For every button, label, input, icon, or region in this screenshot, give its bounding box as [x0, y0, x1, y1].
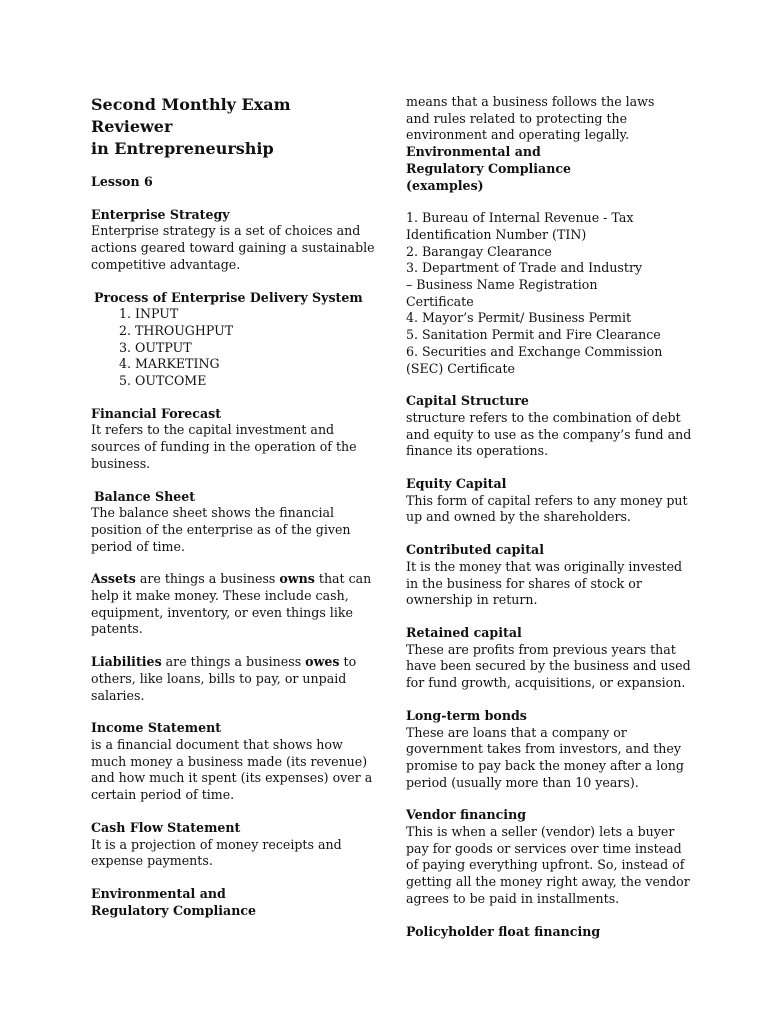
list-item: 4. Mayor’s Permit/ Business Permit: [406, 310, 632, 326]
enterprise-strategy-heading: Enterprise Strategy: [91, 206, 230, 222]
balance-sheet-section: [91, 489, 375, 556]
liabilities-paragraph: [91, 654, 375, 704]
env-examples-list: [406, 210, 696, 377]
long-term-bonds-section: [406, 708, 696, 792]
env-compliance-heading: Environmental and Regulatory Compliance: [91, 885, 257, 918]
financial-forecast-heading: Financial Forecast: [91, 405, 222, 421]
contributed-capital-heading: Contributed capital: [406, 542, 544, 558]
capital-structure-heading: Capital Structure: [406, 393, 529, 409]
equity-capital-section: [406, 476, 696, 526]
income-statement-text: is a financial document that shows how much money a business made (its revenue) and how much it spent (its expenses) over a certain period of time.: [91, 736, 373, 803]
assets-term: Assets: [91, 571, 136, 587]
assets-key: owns: [279, 571, 315, 587]
policyholder-float-section: [406, 924, 696, 941]
list-item: 2. Barangay Clearance: [406, 243, 552, 259]
capital-structure-section: [406, 393, 696, 460]
cash-flow-section: [91, 820, 375, 870]
cash-flow-text: It is a projection of money receipts and expense payments.: [91, 836, 342, 869]
list-item: 3. Department of Trade and Industry – Business Name Registration Certificate: [406, 260, 643, 309]
document-title: [91, 94, 375, 160]
retained-capital-heading: Retained capital: [406, 624, 522, 640]
vendor-financing-section: [406, 807, 696, 907]
assets-rest: that can help it make money. These include cash, equipment, inventory, or even things like patents.: [91, 571, 372, 637]
list-item: 5. OUTCOME: [135, 373, 375, 390]
title-line-1: Second Monthly Exam Reviewer: [91, 95, 291, 136]
delivery-system-list: [91, 306, 375, 390]
list-item: 3. OUTPUT: [135, 340, 375, 357]
env-compliance-section: [91, 886, 375, 919]
retained-capital-section: [406, 625, 696, 692]
list-item: 6. Securities and Exchange Commission (SEC) Certificate: [406, 343, 663, 376]
right-column: [406, 94, 696, 956]
liabilities-rest: to others, like loans, bills to pay, or unpaid salaries.: [91, 654, 357, 703]
financial-forecast-text: It refers to the capital investment and sources of funding in the operation of the business.: [91, 422, 357, 471]
delivery-system-section: [91, 290, 375, 390]
retained-capital-text: These are profits from previous years that have been secured by the business and used for fund growth, acquisitions, or expansion.: [406, 641, 691, 691]
long-term-bonds-heading: Long-term bonds: [406, 707, 527, 723]
list-item: 5. Sanitation Permit and Fire Clearance: [406, 327, 661, 343]
long-term-bonds-text: These are loans that a company or government takes from investors, and they promise to pay back the money after a long period (usually more than 10 years).: [406, 724, 684, 790]
list-item: 4. MARKETING: [135, 356, 375, 373]
delivery-system-heading: Process of Enterprise Delivery System: [94, 289, 363, 305]
assets-paragraph: [91, 571, 375, 638]
env-compliance-continued: [406, 94, 696, 194]
cash-flow-heading: Cash Flow Statement: [91, 819, 241, 835]
income-statement-heading: Income Statement: [91, 720, 222, 736]
assets-mid: are things a business: [135, 571, 280, 587]
list-item: 2. THROUGHPUT: [135, 323, 375, 340]
capital-structure-text: structure refers to the combination of debt and equity to use as the company’s fund and finance its operations.: [406, 409, 692, 459]
financial-forecast-section: [91, 406, 375, 473]
env-compliance-text: means that a business follows the laws and rules related to protecting the environment and operating legally.: [406, 94, 655, 143]
contributed-capital-text: It is the money that was originally invested in the business for shares of stock or ownership in return.: [406, 558, 683, 608]
contributed-capital-section: [406, 542, 696, 609]
list-item: 1. Bureau of Internal Revenue - Tax Identification Number (TIN): [406, 210, 634, 242]
vendor-financing-heading: Vendor financing: [406, 807, 527, 823]
lesson-label: Lesson 6: [91, 174, 153, 189]
left-column: [91, 94, 375, 935]
equity-capital-text: This form of capital refers to any money put up and owned by the shareholders.: [406, 492, 688, 525]
liabilities-key: owes: [305, 654, 340, 670]
income-statement-section: [91, 720, 375, 804]
enterprise-strategy-text: Enterprise strategy is a set of choices and actions geared toward gaining a sustainable competitive advantage.: [91, 223, 375, 272]
list-item: 1. INPUT: [135, 306, 375, 323]
policyholder-float-heading: Policyholder float financing: [406, 923, 601, 939]
liabilities-mid: are things a business: [161, 654, 306, 670]
liabilities-term: Liabilities: [91, 654, 162, 670]
vendor-financing-text: This is when a seller (vendor) lets a buyer pay for goods or services over time instead of paying everything upfront. So, instead of getting all the money right away, the vendor agrees to be paid in installments.: [406, 824, 690, 906]
equity-capital-heading: Equity Capital: [406, 476, 507, 492]
balance-sheet-text: The balance sheet shows the financial position of the enterprise as of the given period of time.: [91, 505, 351, 554]
enterprise-strategy-section: [91, 207, 375, 274]
env-examples-heading: Environmental and Regulatory Compliance (examples): [406, 144, 572, 193]
title-line-2: in Entrepreneurship: [91, 139, 274, 158]
balance-sheet-heading: Balance Sheet: [94, 488, 196, 504]
